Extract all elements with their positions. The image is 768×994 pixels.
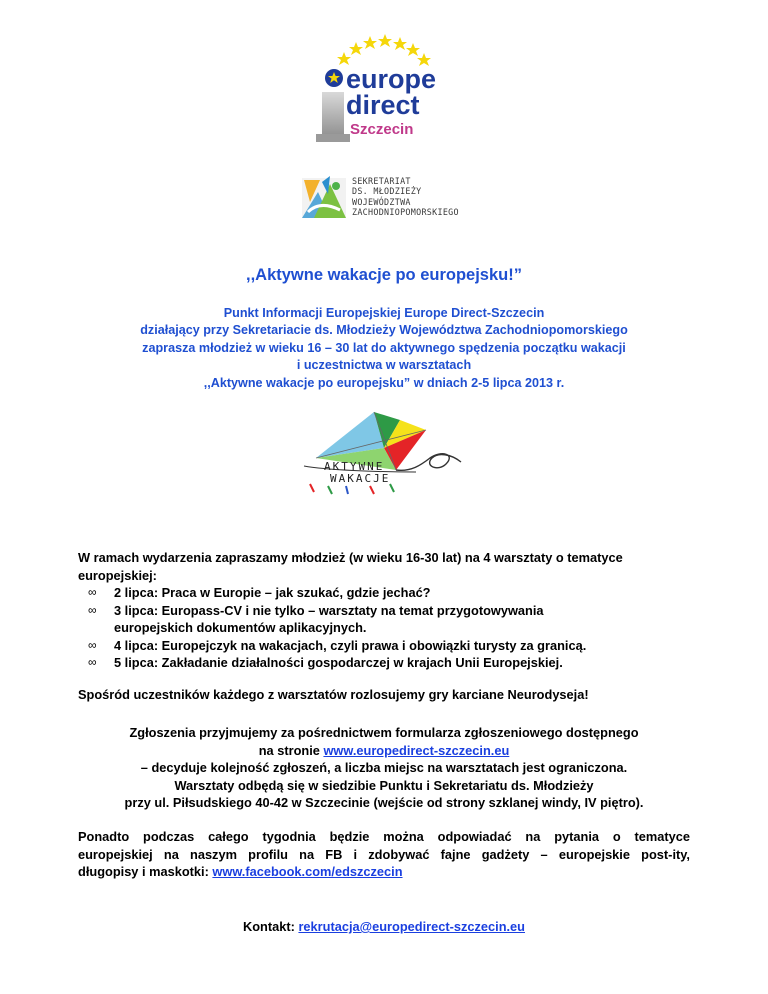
star-ring-icon	[337, 34, 431, 66]
registration-line: przy ul. Piłsudskiego 40-42 w Szczecinie (wejście od strony szklanej windy, IV piętro).	[124, 795, 644, 811]
list-item	[88, 584, 688, 602]
facebook-paragraph	[78, 828, 690, 881]
intro-line: działający przy Sekretariacie ds. Młodzieży Województwa Zachodniopomorskiego	[140, 323, 628, 338]
list-item-text: 2 lipca: Praca w Europie – jak szukać, gdzie jechać?	[114, 585, 431, 600]
registration-line: Zgłoszenia przyjmujemy za pośrednictwem formularza zgłoszeniowego dostępnego	[129, 725, 639, 740]
registration-block	[0, 724, 768, 812]
contact-line	[0, 919, 768, 934]
contact-email-link[interactable]: rekrutacja@europedirect-szczecin.eu	[298, 919, 525, 934]
infinity-bullet-icon: ∞	[88, 585, 97, 599]
workshops-intro-line: europejskiej:	[78, 567, 157, 583]
infinity-bullet-icon: ∞	[88, 655, 97, 670]
facebook-paragraph-line: europejskiej na naszym profilu na FB i zdobywać fajne gadżety – europejskie post-ity,	[78, 846, 690, 862]
workshops-intro-line: W ramach wydarzenia zapraszamy młodzież (w wieku 16-30 lat) na 4 warsztaty o tematyce	[78, 550, 623, 565]
list-item-text: 5 lipca: Zakładanie działalności gospodarczej w krajach Unii Europejskiej.	[114, 655, 563, 671]
sekretariat-emblem-icon	[300, 172, 348, 222]
logo-city-text: Szczecin	[350, 121, 414, 138]
prize-paragraph: Spośród uczestników każdego z warsztatów rozlosujemy gry karciane Neurodyseja!	[78, 687, 589, 702]
workshops-intro	[78, 549, 690, 584]
sekretariat-line: WOJEWÓDZTWA	[352, 196, 411, 207]
logo-europe-text: europe	[346, 64, 437, 94]
list-item	[88, 637, 688, 655]
facebook-prefix: długopisy i maskotki:	[78, 864, 213, 880]
workshops-list	[88, 584, 688, 672]
i-symbol-icon	[316, 69, 350, 142]
website-link[interactable]: www.europedirect-szczecin.eu	[323, 742, 510, 758]
contact-label: Kontakt:	[242, 919, 299, 934]
registration-prefix: na stronie	[258, 742, 324, 758]
kite-bows-icon	[310, 484, 394, 494]
sekretariat-line: DS. MŁODZIEŻY	[352, 186, 422, 197]
intro-block	[0, 305, 768, 392]
facebook-link[interactable]: www.facebook.com/edszczecin	[212, 864, 403, 880]
logo-direct-text: direct	[346, 90, 420, 120]
registration-line: – decyduje kolejność zgłoszeń, a liczba miejsc na warsztatach jest ograniczona.	[140, 760, 628, 776]
intro-line: zaprasza młodzież w wieku 16 – 30 lat do aktywnego spędzenia początku wakacji	[142, 340, 626, 355]
sekretariat-line: ZACHODNIOPOMORSKIEGO	[352, 206, 459, 217]
list-item-text: 4 lipca: Europejczyk na wakacjach, czyli prawa i obowiązki turysty za granicą.	[114, 637, 587, 653]
sekretariat-line: SEKRETARIAT	[352, 176, 411, 186]
sekretariat-logo	[300, 172, 480, 222]
sekretariat-text	[352, 176, 459, 217]
kite-line2: WAKACJE	[330, 472, 391, 485]
aktywne-wakacje-logo	[296, 410, 466, 500]
intro-line: i uczestnictwa w warsztatach	[296, 358, 472, 373]
facebook-paragraph-line: Ponadto podczas całego tygodnia będzie można odpowiadać na pytania o tematyce	[78, 829, 690, 844]
intro-line: Punkt Informacji Europejskiej Europe Direct-Szczecin	[223, 306, 545, 320]
list-item	[88, 602, 688, 637]
list-item	[88, 654, 688, 672]
list-item-text: europejskich dokumentów aplikacyjnych.	[114, 620, 367, 636]
registration-line	[0, 742, 768, 760]
list-item-text: 3 lipca: Europass-CV i nie tylko – warsztaty na temat przygotowywania	[114, 602, 544, 618]
facebook-paragraph-line	[78, 863, 690, 881]
europe-direct-logo	[312, 30, 462, 148]
registration-line: Warsztaty odbędą się w siedzibie Punktu i Sekretariatu ds. Młodzieży	[174, 777, 594, 793]
page-title: ,,Aktywne wakacje po europejsku!”	[245, 266, 522, 284]
kite-line1: AKTYWNE	[324, 460, 385, 473]
intro-line: ,,Aktywne wakacje po europejsku” w dniach 2-5 lipca 2013 r.	[203, 375, 565, 390]
infinity-bullet-icon: ∞	[88, 637, 97, 652]
infinity-bullet-icon: ∞	[88, 602, 97, 617]
